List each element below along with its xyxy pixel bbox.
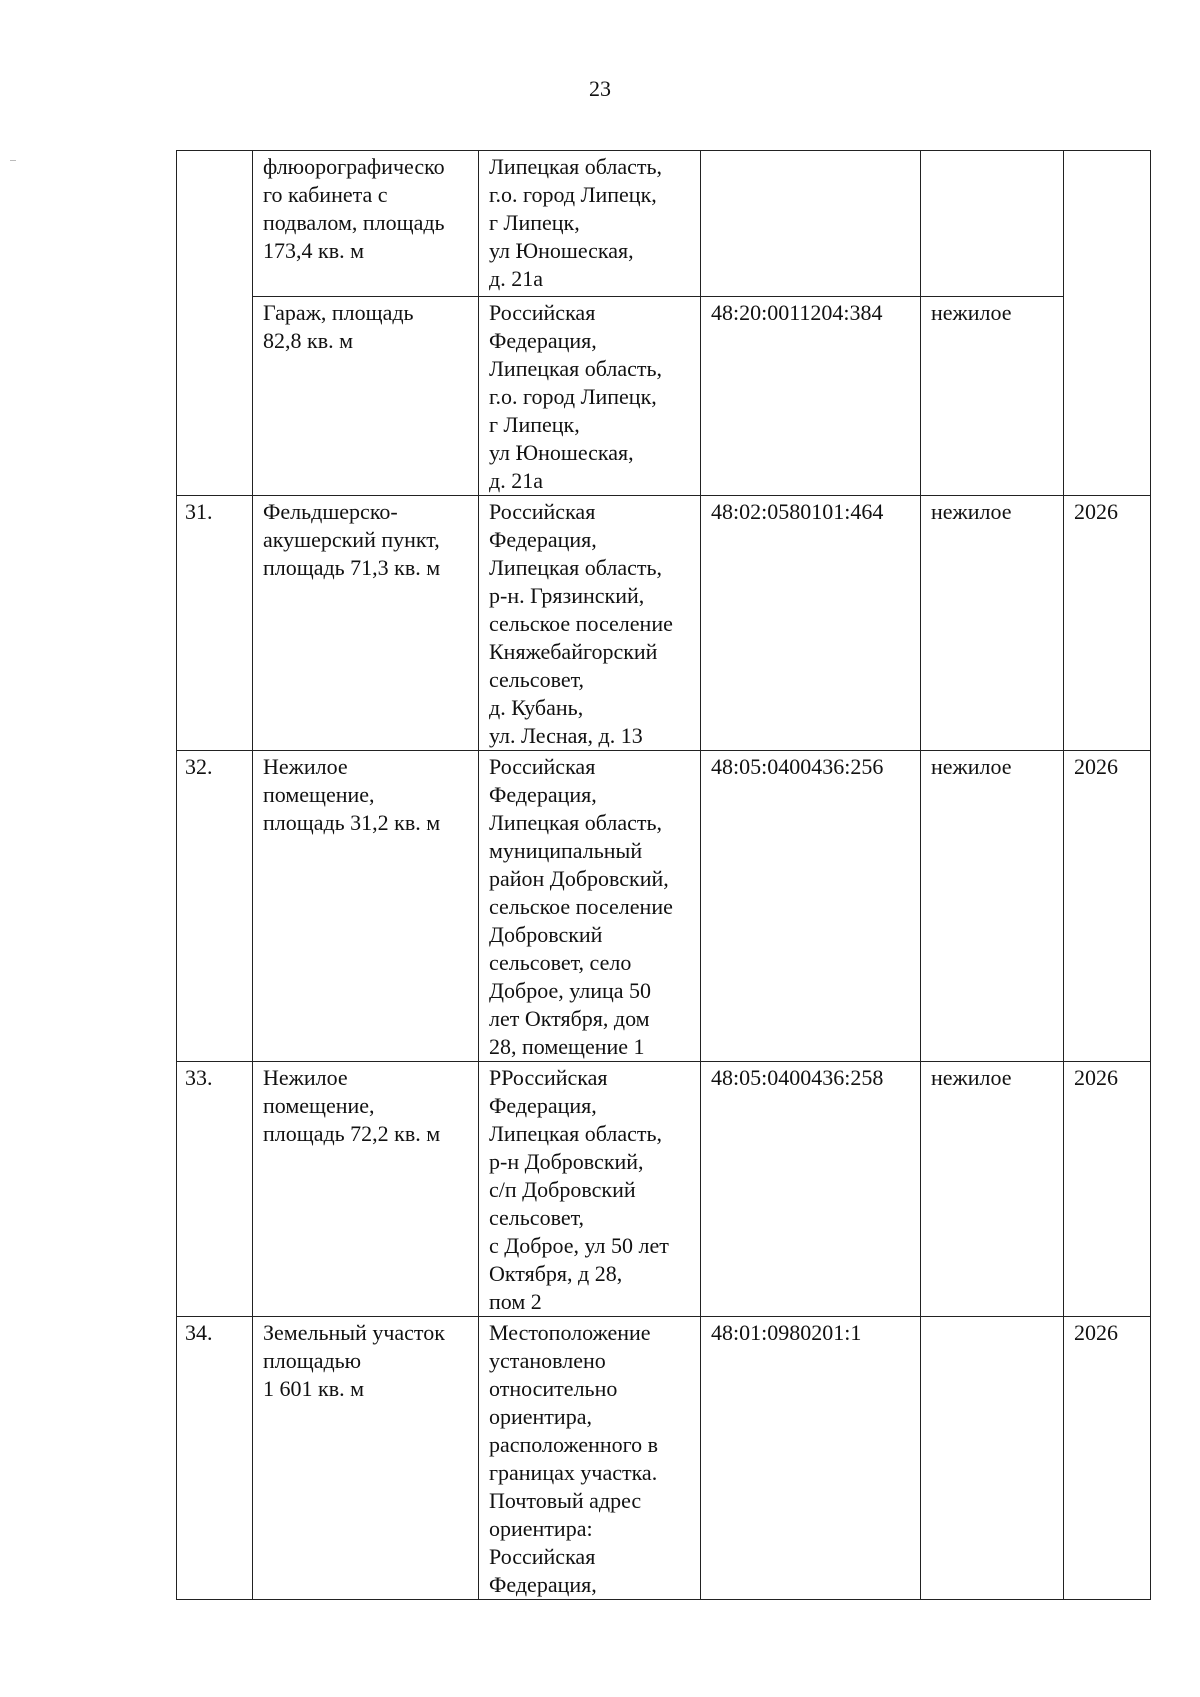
object-address: Липецкая область, г.о. город Липецк, г Липецк, ул Юношеская, д. 21а bbox=[479, 151, 701, 297]
table-row bbox=[177, 496, 1151, 751]
object-type: нежилое bbox=[921, 297, 1064, 496]
property-table bbox=[176, 150, 1151, 1600]
year: 2026 bbox=[1064, 751, 1151, 1062]
object-address: Российская Федерация, Липецкая область, г.о. город Липецк, г Липецк, ул Юношеская, д. 21а bbox=[479, 297, 701, 496]
table-row bbox=[177, 751, 1151, 1062]
cadastral-number: 48:02:0580101:464 bbox=[701, 496, 921, 751]
row-number: 31. bbox=[177, 496, 253, 751]
object-name: Гараж, площадь 82,8 кв. м bbox=[253, 297, 479, 496]
object-name: флюорографическо го кабинета с подвалом, площадь 173,4 кв. м bbox=[253, 151, 479, 297]
row-number: 32. bbox=[177, 751, 253, 1062]
object-name: Фельдшерско- акушерский пункт, площадь 71,3 кв. м bbox=[253, 496, 479, 751]
page-number: 23 bbox=[589, 76, 611, 101]
table-row bbox=[177, 1317, 1151, 1600]
object-type: нежилое bbox=[921, 1062, 1064, 1317]
year bbox=[1064, 151, 1151, 496]
object-name: Нежилое помещение, площадь 31,2 кв. м bbox=[253, 751, 479, 1062]
cadastral-number: 48:05:0400436:256 bbox=[701, 751, 921, 1062]
object-type bbox=[921, 151, 1064, 297]
table-row bbox=[177, 151, 1151, 297]
year: 2026 bbox=[1064, 1317, 1151, 1600]
year: 2026 bbox=[1064, 496, 1151, 751]
year: 2026 bbox=[1064, 1062, 1151, 1317]
object-type bbox=[921, 1317, 1064, 1600]
object-name: Нежилое помещение, площадь 72,2 кв. м bbox=[253, 1062, 479, 1317]
table-row bbox=[177, 1062, 1151, 1317]
row-number bbox=[177, 151, 253, 496]
object-address: Местоположение установлено относительно ориентира, расположенного в границах участка. Почтовый адрес ориентира: Российская Федерация, bbox=[479, 1317, 701, 1600]
object-address: Российская Федерация, Липецкая область, р-н. Грязинский, сельское поселение Княжебайгорский сельсовет, д. Кубань, ул. Лесная, д. 13 bbox=[479, 496, 701, 751]
cadastral-number: 48:01:0980201:1 bbox=[701, 1317, 921, 1600]
row-number: 34. bbox=[177, 1317, 253, 1600]
object-type: нежилое bbox=[921, 496, 1064, 751]
row-number: 33. bbox=[177, 1062, 253, 1317]
object-type: нежилое bbox=[921, 751, 1064, 1062]
cadastral-number bbox=[701, 151, 921, 297]
object-name: Земельный участок площадью 1 601 кв. м bbox=[253, 1317, 479, 1600]
object-address: РРоссийская Федерация, Липецкая область, р-н Добровский, с/п Добровский сельсовет, с Доброе, ул 50 лет Октября, д 28, пом 2 bbox=[479, 1062, 701, 1317]
cadastral-number: 48:20:0011204:384 bbox=[701, 297, 921, 496]
cadastral-number: 48:05:0400436:258 bbox=[701, 1062, 921, 1317]
scan-artifact bbox=[10, 160, 16, 161]
object-address: Российская Федерация, Липецкая область, муниципальный район Добровский, сельское поселение Добровский сельсовет, село Доброе, улица 50 лет Октября, дом 28, помещение 1 bbox=[479, 751, 701, 1062]
table-row bbox=[177, 297, 1151, 496]
